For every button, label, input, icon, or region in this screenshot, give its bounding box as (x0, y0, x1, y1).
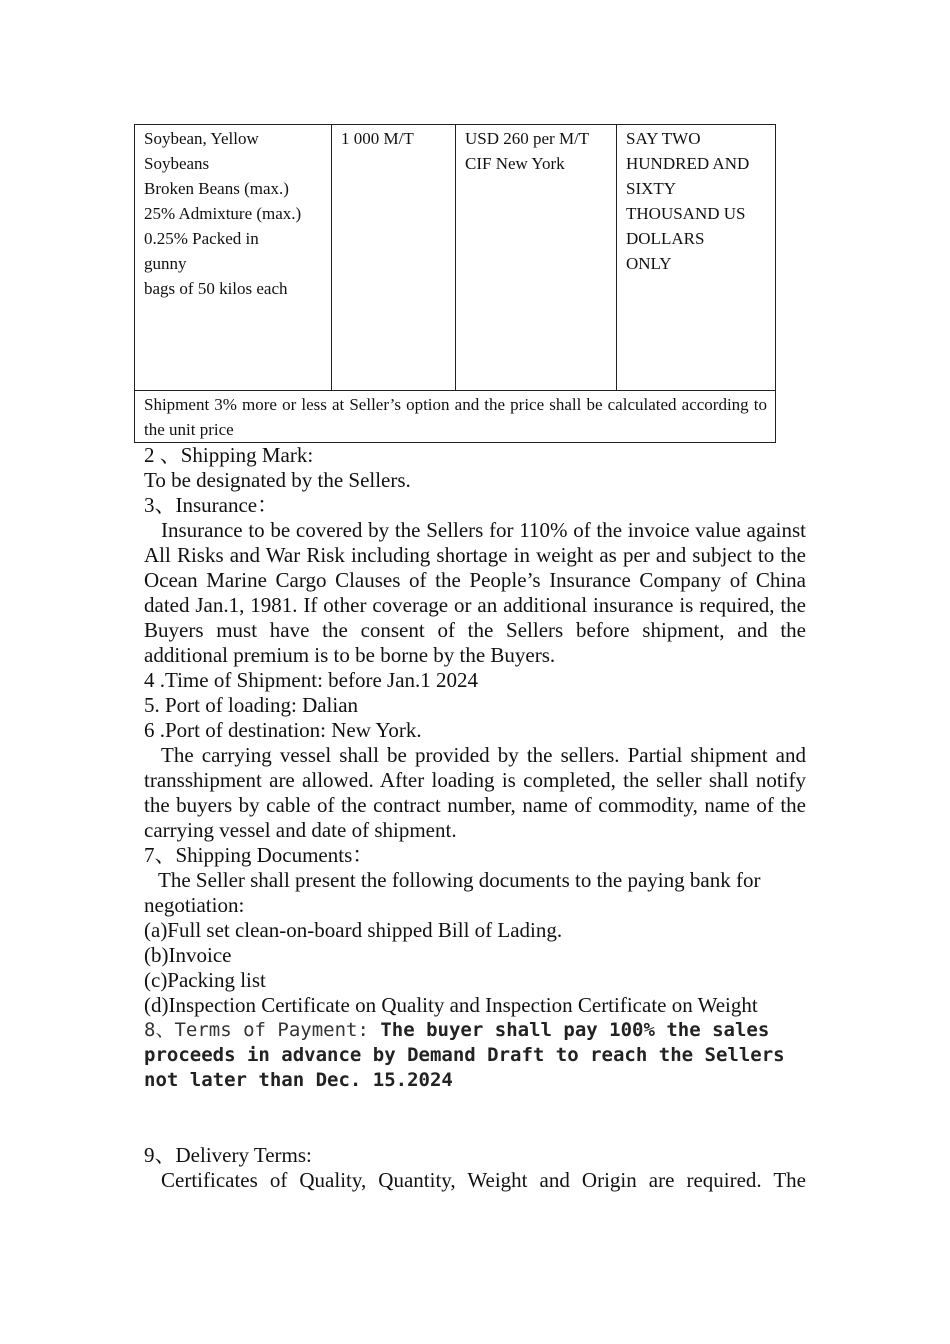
quantity-cell (332, 125, 456, 391)
shipping-documents-intro: The Seller shall present the following documents to the paying bank for negotiation: (144, 868, 761, 917)
vessel-text: The carrying vessel shall be provided by the sellers. Partial shipment and transshipment are allowed. After loading is completed, the seller shall notify the buyers by cable of the contract number, name of commodity, name of the carrying vessel and date of shipment. (144, 743, 806, 842)
description-line: Broken Beans (max.) (144, 179, 289, 198)
insurance-heading: 3、Insurance： (144, 493, 279, 517)
description-line: Soybean, Yellow (144, 129, 259, 148)
shipping-mark-text: To be designated by the Sellers. (144, 468, 411, 492)
payment-line: not later than Dec. 15.2024 (144, 1069, 453, 1091)
description-line: gunny (144, 254, 187, 273)
description-line: bags of 50 kilos each (144, 279, 288, 298)
unit-price-cell (456, 125, 617, 391)
shipping-documents-heading: 7、Shipping Documents： (144, 843, 374, 867)
amount-line: THOUSAND US (626, 204, 746, 223)
description-line: 0.25% Packed in (144, 229, 259, 248)
port-of-destination: 6 .Port of destination: New York. (144, 718, 422, 742)
amount-line: ONLY (626, 254, 672, 273)
payment-text: The buyer shall pay 100% the sales (380, 1019, 770, 1041)
time-of-shipment: 4 .Time of Shipment: before Jan.1 2024 (144, 668, 479, 692)
table-row (135, 391, 776, 443)
payment-terms (144, 1018, 806, 1093)
document-item: (b)Invoice (144, 943, 232, 967)
description-cell (135, 125, 332, 391)
description-line: Soybeans (144, 154, 210, 173)
contract-body (144, 443, 806, 1193)
document-item: (d)Inspection Certificate on Quality and Inspection Certificate on Weight (144, 993, 758, 1017)
delivery-terms-text: Certificates of Quality, Quantity, Weight and Origin are required. The (161, 1168, 806, 1192)
description-line: 25% Admixture (max.) (144, 204, 302, 223)
amount-line: SAY TWO (626, 129, 701, 148)
unit-price-line: USD 260 per M/T (465, 129, 590, 148)
amount-line: SIXTY (626, 179, 677, 198)
unit-price-line: CIF New York (465, 154, 565, 173)
document-item: (a)Full set clean-on-board shipped Bill of Lading. (144, 918, 563, 942)
amount-line: HUNDRED AND (626, 154, 750, 173)
shipping-mark-heading: 2 、Shipping Mark: (144, 443, 314, 467)
shipment-tolerance-note: Shipment 3% more or less at Seller’s option and the price shall be calculated according to the unit price (135, 391, 776, 443)
amount-line: DOLLARS (626, 229, 705, 248)
payment-line: proceeds in advance by Demand Draft to reach the Sellers (144, 1044, 785, 1066)
spacer (144, 1093, 806, 1143)
table-row (135, 125, 776, 391)
delivery-terms-heading: 9、Delivery Terms: (144, 1143, 312, 1167)
amount-cell (617, 125, 776, 391)
payment-line (144, 1018, 806, 1043)
document-item: (c)Packing list (144, 968, 266, 992)
goods-table (134, 124, 776, 443)
quantity-value: 1 000 M/T (341, 129, 414, 148)
port-of-loading: 5. Port of loading: Dalian (144, 693, 359, 717)
insurance-text: Insurance to be covered by the Sellers for 110% of the invoice value against All Risks and War Risk including shortage in weight as per and subject to the Ocean Marine Cargo Clauses of the People’s Insurance Company of China dated Jan.1, 1981. If other coverage or an additional insurance is required, the Buyers must have the consent of the Sellers before shipment, and the additional premium is to be borne by the Buyers. (144, 518, 806, 667)
payment-label: 8、Terms of Payment: (144, 1019, 369, 1041)
